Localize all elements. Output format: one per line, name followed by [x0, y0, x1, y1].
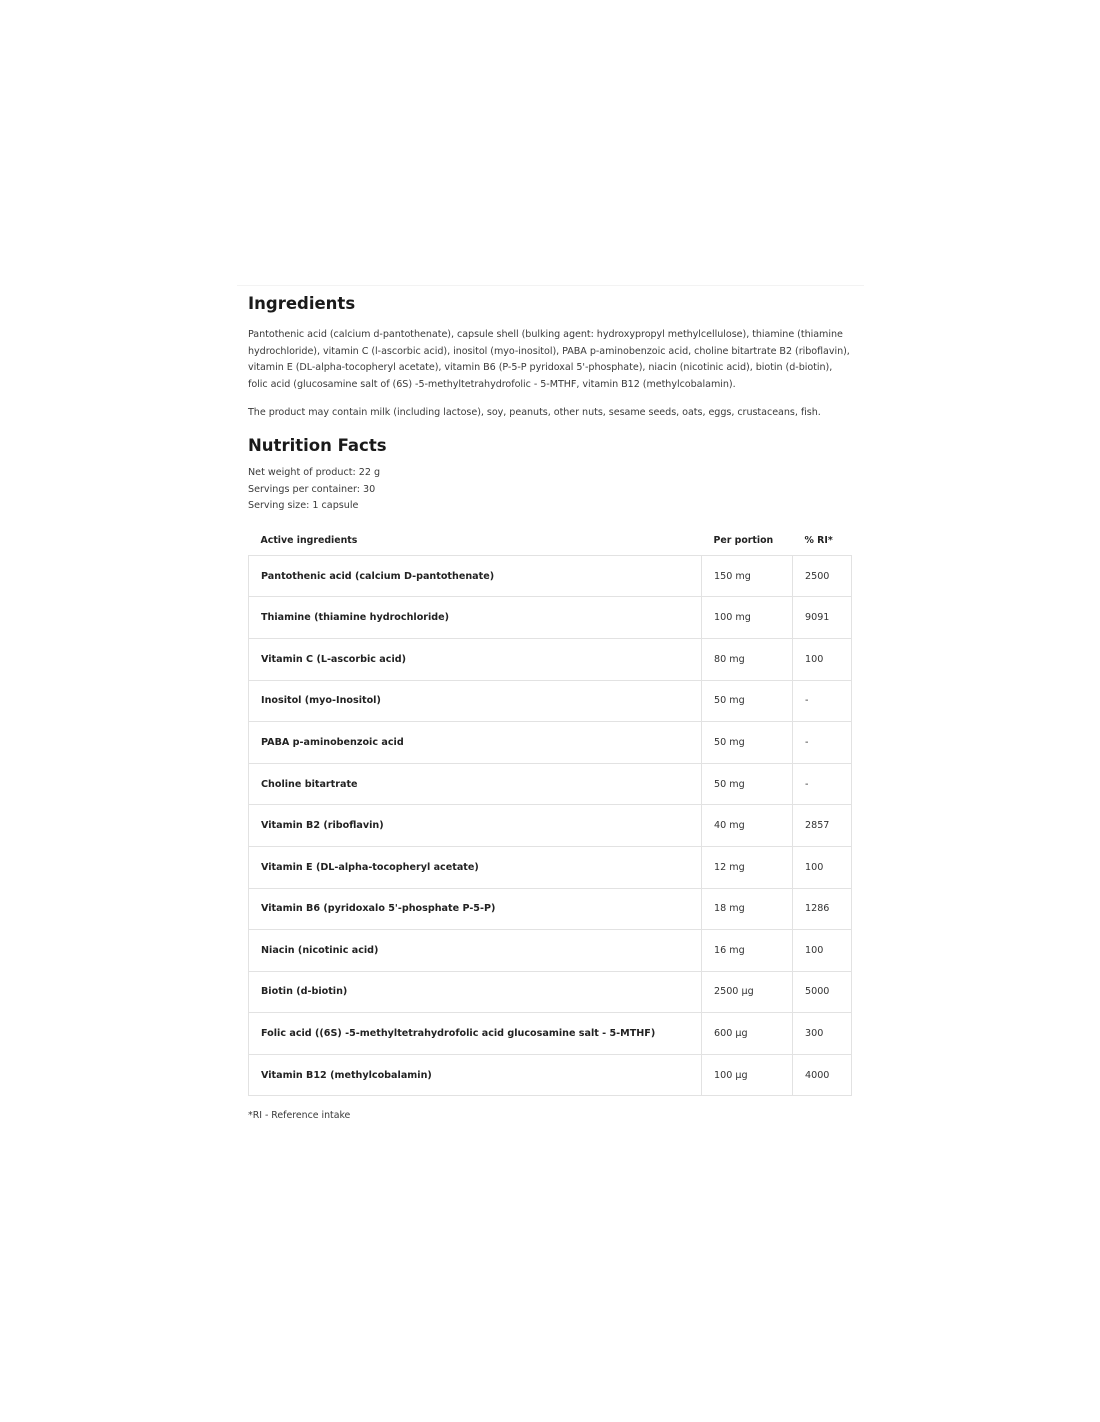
per-portion-cell: 18 mg [702, 888, 793, 930]
nutrition-table-body [249, 555, 852, 1096]
table-row [249, 805, 852, 847]
per-portion-cell: 100 µg [702, 1054, 793, 1096]
ingredient-name-cell: Thiamine (thiamine hydrochloride) [249, 597, 702, 639]
ri-cell: 1286 [793, 888, 852, 930]
ri-cell: 5000 [793, 971, 852, 1013]
ri-cell: - [793, 680, 852, 722]
per-portion-cell: 50 mg [702, 722, 793, 764]
ri-cell: - [793, 722, 852, 764]
ingredients-text: Pantothenic acid (calcium d-pantothenate), capsule shell (bulking agent: hydroxypropyl methylcellulose), thiamine (thiamine hydrochloride), vitamin C (l-ascorbic acid), inositol (myo-inositol), PABA p-aminobenzoic acid, choline bitartrate B2 (riboflavin), vitamin E (DL-alpha-tocopheryl acetate), vitamin B6 (P-5-P pyridoxal 5'-phosphate), niacin (nicotinic acid), biotin (d-biotin), folic acid (glucosamine salt of (6S) -5-methyltetrahydrofolic - 5-MTHF, vitamin B12 (methylcobalamin). [248, 329, 850, 390]
ingredient-name-cell: Inositol (myo-Inositol) [249, 680, 702, 722]
allergen-text: The product may contain milk (including lactose), soy, peanuts, other nuts, sesame seeds, oats, eggs, crustaceans, fish. [248, 407, 821, 419]
ingredient-name-cell: Vitamin B2 (riboflavin) [249, 805, 702, 847]
ingredient-name-cell: Biotin (d-biotin) [249, 971, 702, 1013]
ingredient-name-cell: Folic acid ((6S) -5-methyltetrahydrofolic acid glucosamine salt - 5-MTHF) [249, 1013, 702, 1055]
product-info [248, 293, 851, 1121]
header-active-ingredients: Active ingredients [260, 534, 358, 546]
ingredient-name-cell: Vitamin B6 (pyridoxalo 5'-phosphate P-5-P) [249, 888, 702, 930]
ri-cell: 2857 [793, 805, 852, 847]
table-row [249, 597, 852, 639]
table-row [249, 846, 852, 888]
table-row [249, 888, 852, 930]
ingredient-name-cell: Vitamin B12 (methylcobalamin) [249, 1054, 702, 1096]
ingredient-name-cell: Pantothenic acid (calcium D-pantothenate) [249, 555, 702, 597]
per-portion-cell: 40 mg [702, 805, 793, 847]
per-portion-cell: 80 mg [702, 638, 793, 680]
section-divider [237, 285, 864, 286]
servings-per-container: Servings per container: 30 [248, 483, 376, 495]
table-row [249, 555, 852, 597]
table-row [249, 930, 852, 972]
per-portion-cell: 150 mg [702, 555, 793, 597]
table-row [249, 722, 852, 764]
ri-cell: 9091 [793, 597, 852, 639]
ri-cell: 100 [793, 930, 852, 972]
per-portion-cell: 100 mg [702, 597, 793, 639]
serving-size: Serving size: 1 capsule [248, 500, 359, 512]
per-portion-cell: 50 mg [702, 763, 793, 805]
ri-cell: 300 [793, 1013, 852, 1055]
ingredients-heading: Ingredients [248, 294, 356, 313]
nutrition-meta [248, 465, 851, 515]
footnote: *RI - Reference intake [248, 1110, 351, 1122]
ri-cell: 100 [793, 638, 852, 680]
table-row [249, 763, 852, 805]
ri-cell: 100 [793, 846, 852, 888]
per-portion-cell: 2500 µg [702, 971, 793, 1013]
ingredient-name-cell: Niacin (nicotinic acid) [249, 930, 702, 972]
table-row [249, 1054, 852, 1096]
ingredient-name-cell: Choline bitartrate [249, 763, 702, 805]
table-row [249, 971, 852, 1013]
per-portion-cell: 16 mg [702, 930, 793, 972]
header-ri: % RI* [804, 534, 833, 546]
ingredient-name-cell: Vitamin C (L-ascorbic acid) [249, 638, 702, 680]
ri-cell: 2500 [793, 555, 852, 597]
table-row [249, 638, 852, 680]
per-portion-cell: 600 µg [702, 1013, 793, 1055]
nutrition-table [248, 526, 852, 1097]
ri-cell: - [793, 763, 852, 805]
nutrition-heading: Nutrition Facts [248, 435, 387, 455]
ri-cell: 4000 [793, 1054, 852, 1096]
ingredient-name-cell: PABA p-aminobenzoic acid [249, 722, 702, 764]
table-row [249, 1013, 852, 1055]
table-row [249, 680, 852, 722]
net-weight: Net weight of product: 22 g [248, 466, 381, 478]
per-portion-cell: 50 mg [702, 680, 793, 722]
header-per-portion: Per portion [713, 534, 774, 546]
ingredient-name-cell: Vitamin E (DL-alpha-tocopheryl acetate) [249, 846, 702, 888]
table-header-row [249, 526, 852, 556]
per-portion-cell: 12 mg [702, 846, 793, 888]
